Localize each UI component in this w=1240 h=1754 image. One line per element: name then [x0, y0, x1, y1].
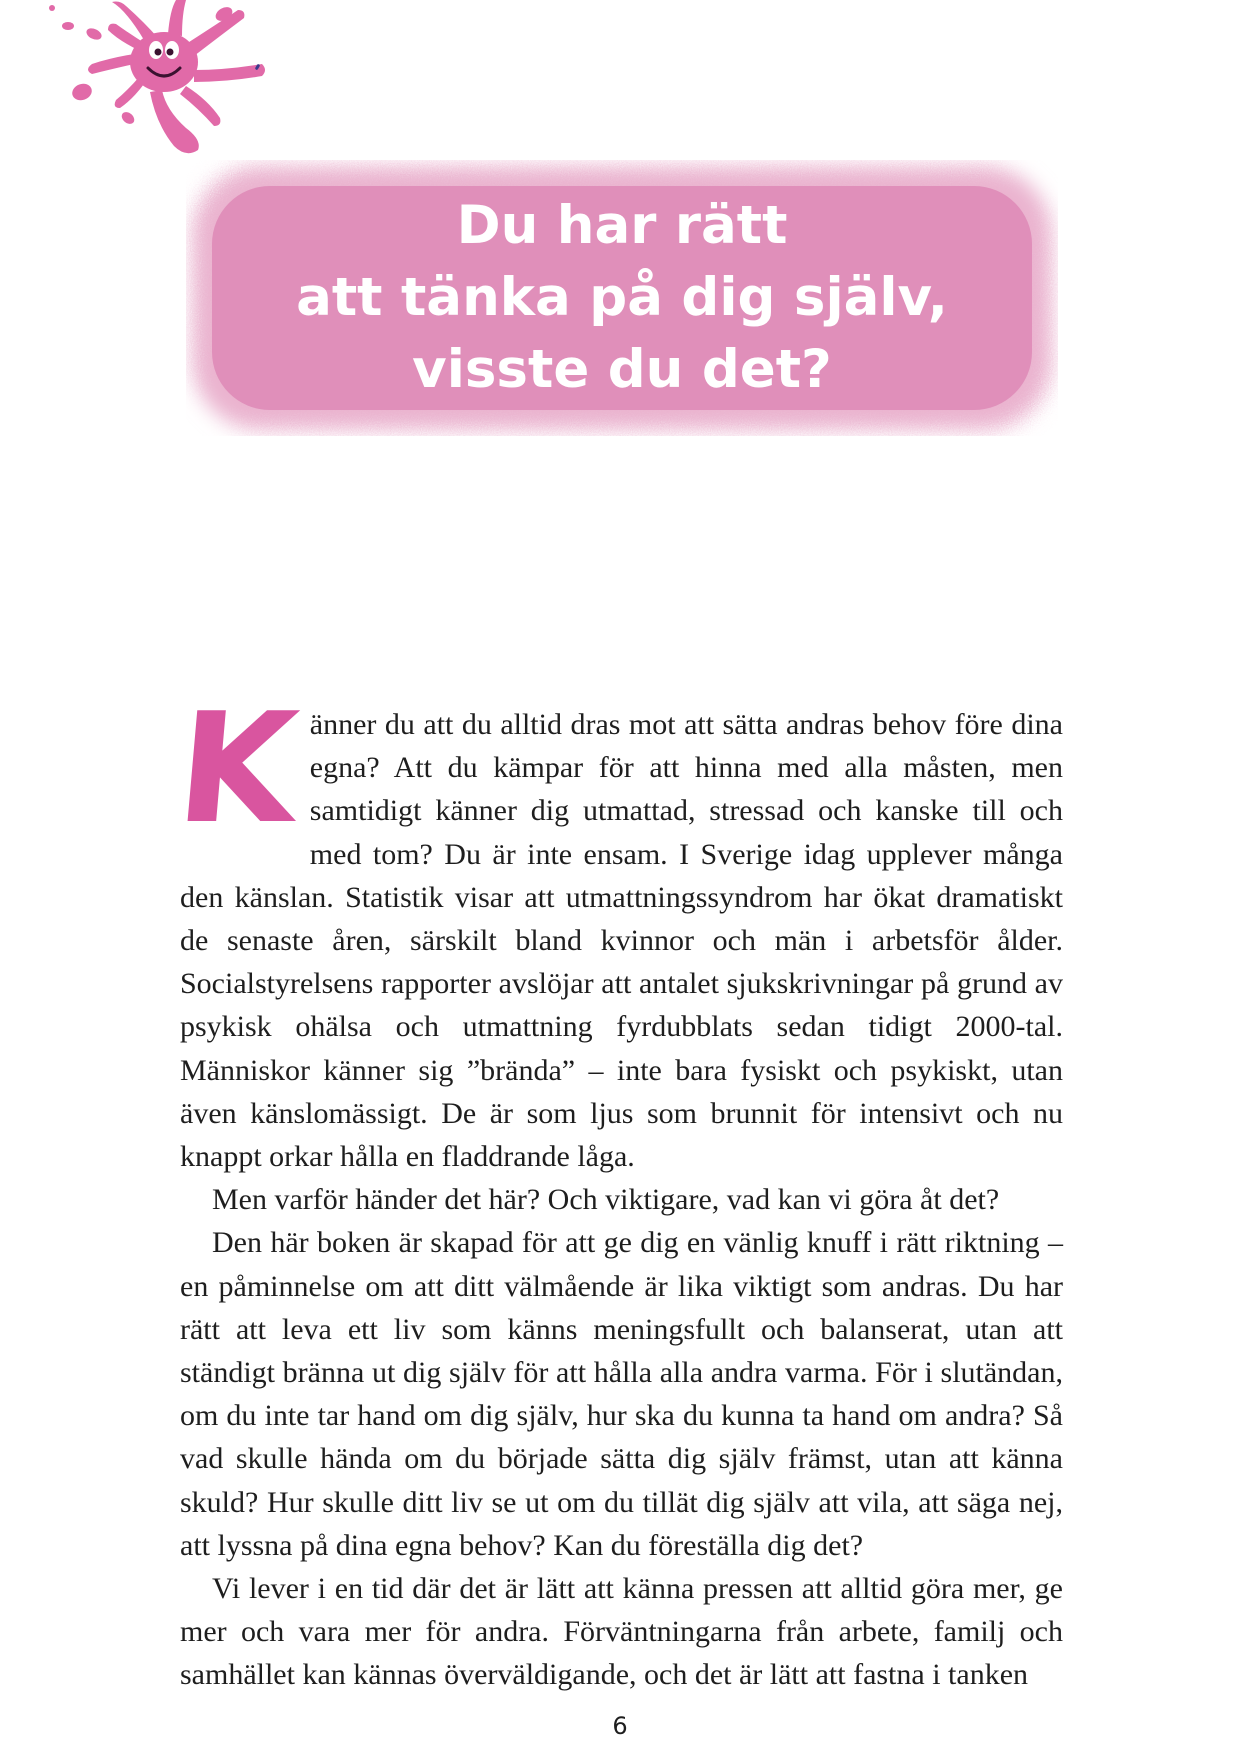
page-number: 6	[612, 1712, 628, 1740]
chapter-title	[296, 190, 948, 406]
chapter-title-box	[186, 160, 1058, 436]
drop-cap: K	[170, 680, 304, 857]
body-text	[170, 680, 1063, 1697]
paragraph: Men varför händer det här? Och viktigare, vad kan vi göra åt det?	[212, 1183, 1000, 1217]
title-line: visste du det?	[412, 339, 832, 400]
paragraph	[170, 680, 1063, 1178]
smiling-pink-splash-icon	[36, 0, 276, 160]
paragraph: Vi lever i en tid där det är lätt att känna pressen att alltid göra mer, ge mer och vara mer för andra. Förväntningarna från arbete, familj och samhället kan kännas överväldigande, och det är lätt att fastna i tanken	[180, 1572, 1063, 1692]
paragraph: Den här boken är skapad för att ge dig en vänlig knuff i rätt riktning – en påminnelse om att ditt välmående är lika viktigt som andras. Du har rätt att leva ett liv som känns meningsfullt och balanserat, utan att ständigt bränna ut dig själv för att hålla alla andra varma. För i slutändan, om du inte tar hand om dig själv, hur ska du kunna ta hand om andra? Så vad skulle hända om du började sätta dig själv främst, utan att känna skuld? Hur skulle ditt liv se ut om du tillät dig själv att vila, att säga nej, att lyssna på dina egna behov? Kan du föreställa dig det?	[180, 1226, 1063, 1562]
paragraph-text: änner du att du alltid dras mot att sätta andras behov före dina egna? Att du kämpar för att hinna med alla måsten, men samtidigt känner dig utmattad, stressad och kanske till och med tom? Du är inte ensam. I Sverige idag upplever många den känslan. Statistik visar att utmattningssyndrom har ökat dramatiskt de senaste åren, särskilt bland kvinnor och män i arbetsför ålder. Socialstyrelsens rapporter avslöjar att antalet sjukskrivningar på grund av psykisk ohälsa och utmattning fyrdubblats sedan tidigt 2000-tal. Människor känner sig ”brända” – inte bara fysiskt och psykiskt, utan även känslomässigt. De är som ljus som brunnit för intensivt och nu knappt orkar hålla en fladdrande låga.	[180, 708, 1063, 1174]
title-line: att tänka på dig själv,	[296, 267, 948, 328]
title-line: Du har rätt	[456, 195, 788, 256]
